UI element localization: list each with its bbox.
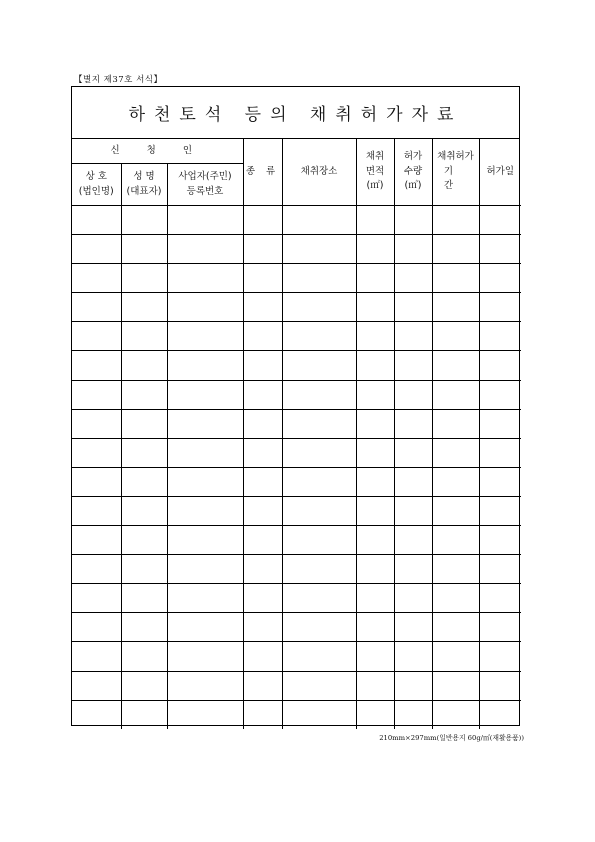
- applicant-group-header: 신 청 인: [72, 139, 243, 164]
- table-cell[interactable]: [72, 409, 121, 438]
- table-cell[interactable]: [394, 555, 432, 584]
- table-cell[interactable]: [121, 293, 167, 322]
- table-cell[interactable]: [432, 642, 479, 671]
- table-cell[interactable]: [282, 380, 356, 409]
- table-cell[interactable]: [356, 351, 394, 380]
- table-cell[interactable]: [243, 351, 282, 380]
- table-cell[interactable]: [282, 555, 356, 584]
- table-cell[interactable]: [432, 264, 479, 293]
- table-cell[interactable]: [167, 555, 243, 584]
- table-cell[interactable]: [394, 409, 432, 438]
- table-cell[interactable]: [479, 700, 521, 729]
- table-cell[interactable]: [394, 496, 432, 525]
- table-cell[interactable]: [167, 235, 243, 264]
- permit-form-sheet: [71, 86, 520, 726]
- table-cell[interactable]: [167, 526, 243, 555]
- table-row: [72, 351, 521, 380]
- table-cell[interactable]: [167, 700, 243, 729]
- table-cell[interactable]: [282, 206, 356, 235]
- table-cell[interactable]: [356, 264, 394, 293]
- table-cell[interactable]: [243, 409, 282, 438]
- table-row: [72, 700, 521, 729]
- table-cell[interactable]: [167, 264, 243, 293]
- table-row: [72, 526, 521, 555]
- table-cell[interactable]: [282, 293, 356, 322]
- table-row: [72, 642, 521, 671]
- table-cell[interactable]: [394, 642, 432, 671]
- table-cell[interactable]: [167, 671, 243, 700]
- table-cell[interactable]: [243, 206, 282, 235]
- table-cell[interactable]: [121, 584, 167, 613]
- table-cell[interactable]: [356, 409, 394, 438]
- table-cell[interactable]: [479, 264, 521, 293]
- table-row: [72, 613, 521, 642]
- table-cell[interactable]: [394, 235, 432, 264]
- table-cell[interactable]: [479, 322, 521, 351]
- table-cell[interactable]: [432, 555, 479, 584]
- table-cell[interactable]: [356, 526, 394, 555]
- table-cell[interactable]: [479, 206, 521, 235]
- table-cell[interactable]: [72, 438, 121, 467]
- table-cell[interactable]: [282, 642, 356, 671]
- table-cell[interactable]: [72, 380, 121, 409]
- table-cell[interactable]: [167, 380, 243, 409]
- table-cell[interactable]: [282, 467, 356, 496]
- table-cell[interactable]: [167, 584, 243, 613]
- table-cell[interactable]: [282, 584, 356, 613]
- table-cell[interactable]: [356, 613, 394, 642]
- table-cell[interactable]: [243, 671, 282, 700]
- table-cell[interactable]: [479, 467, 521, 496]
- table-cell[interactable]: [243, 700, 282, 729]
- table-cell[interactable]: [479, 555, 521, 584]
- table-cell[interactable]: [167, 409, 243, 438]
- period-header: 채취허가 기 간: [432, 139, 479, 206]
- table-row: [72, 409, 521, 438]
- table-cell[interactable]: [356, 584, 394, 613]
- table-cell[interactable]: [72, 496, 121, 525]
- table-cell[interactable]: [121, 642, 167, 671]
- table-cell[interactable]: [72, 351, 121, 380]
- table-cell[interactable]: [432, 671, 479, 700]
- table-cell[interactable]: [432, 467, 479, 496]
- table-cell[interactable]: [121, 235, 167, 264]
- table-cell[interactable]: [282, 235, 356, 264]
- table-cell[interactable]: [394, 322, 432, 351]
- table-cell[interactable]: [356, 555, 394, 584]
- table-cell[interactable]: [394, 526, 432, 555]
- table-row: [72, 322, 521, 351]
- table-cell[interactable]: [394, 264, 432, 293]
- table-cell[interactable]: [356, 671, 394, 700]
- table-cell[interactable]: [432, 293, 479, 322]
- table-cell[interactable]: [356, 496, 394, 525]
- table-cell[interactable]: [121, 264, 167, 293]
- table-cell[interactable]: [394, 467, 432, 496]
- table-row: [72, 584, 521, 613]
- table-cell[interactable]: [243, 293, 282, 322]
- table-cell[interactable]: [394, 700, 432, 729]
- table-cell[interactable]: [72, 264, 121, 293]
- table-cell[interactable]: [282, 700, 356, 729]
- table-cell[interactable]: [394, 380, 432, 409]
- table-cell[interactable]: [356, 642, 394, 671]
- table-cell[interactable]: [72, 526, 121, 555]
- table-cell[interactable]: [432, 700, 479, 729]
- table-cell[interactable]: [479, 526, 521, 555]
- table-cell[interactable]: [243, 613, 282, 642]
- table-cell[interactable]: [243, 438, 282, 467]
- table-cell[interactable]: [72, 671, 121, 700]
- table-cell[interactable]: [121, 671, 167, 700]
- paper-spec-note: 210mm×297mm(일반용지 60g/㎡(재활용품)): [379, 734, 524, 742]
- permit-date-header: 허가일: [479, 139, 521, 206]
- table-cell[interactable]: [243, 467, 282, 496]
- table-row: [72, 555, 521, 584]
- table-row: [72, 438, 521, 467]
- table-cell[interactable]: [72, 206, 121, 235]
- table-cell[interactable]: [356, 293, 394, 322]
- table-row: [72, 235, 521, 264]
- table-cell[interactable]: [356, 235, 394, 264]
- table-cell[interactable]: [432, 496, 479, 525]
- table-cell[interactable]: [479, 613, 521, 642]
- table-cell[interactable]: [282, 438, 356, 467]
- table-cell[interactable]: [167, 496, 243, 525]
- table-cell[interactable]: [432, 584, 479, 613]
- table-cell[interactable]: [121, 700, 167, 729]
- table-row: [72, 206, 521, 235]
- table-cell[interactable]: [72, 467, 121, 496]
- page-title: 하천토석 등의 채취허가자료: [128, 105, 463, 125]
- table-row: [72, 496, 521, 525]
- table-cell[interactable]: [121, 380, 167, 409]
- table-cell[interactable]: [121, 526, 167, 555]
- company-header: 상 호 (법인명): [72, 164, 121, 206]
- table-cell[interactable]: [356, 206, 394, 235]
- table-row: [72, 467, 521, 496]
- table-cell[interactable]: [121, 322, 167, 351]
- table-cell[interactable]: [432, 380, 479, 409]
- table-cell[interactable]: [72, 235, 121, 264]
- table-cell[interactable]: [394, 206, 432, 235]
- table-cell[interactable]: [167, 642, 243, 671]
- table-cell[interactable]: [121, 613, 167, 642]
- table-cell[interactable]: [243, 526, 282, 555]
- table-cell[interactable]: [432, 206, 479, 235]
- kind-header: 종 류: [243, 139, 282, 206]
- table-cell[interactable]: [282, 351, 356, 380]
- table-cell[interactable]: [394, 351, 432, 380]
- table-cell[interactable]: [121, 409, 167, 438]
- form-number-label: 【별지 제37호 서식】: [74, 75, 163, 85]
- table-cell[interactable]: [356, 467, 394, 496]
- table-cell[interactable]: [432, 613, 479, 642]
- table-cell[interactable]: [243, 235, 282, 264]
- table-cell[interactable]: [121, 351, 167, 380]
- table-cell[interactable]: [432, 235, 479, 264]
- table-cell[interactable]: [479, 438, 521, 467]
- table-cell[interactable]: [479, 380, 521, 409]
- table-row: [72, 264, 521, 293]
- table-cell[interactable]: [479, 409, 521, 438]
- table-cell[interactable]: [432, 351, 479, 380]
- table-cell[interactable]: [394, 613, 432, 642]
- quantity-header: 허가 수량 (㎥): [394, 139, 432, 206]
- table-cell[interactable]: [243, 555, 282, 584]
- table-cell[interactable]: [72, 322, 121, 351]
- table-cell[interactable]: [394, 438, 432, 467]
- table-cell[interactable]: [121, 438, 167, 467]
- permit-data-table: [72, 139, 521, 729]
- table-cell[interactable]: [72, 642, 121, 671]
- table-cell[interactable]: [243, 584, 282, 613]
- table-cell[interactable]: [167, 322, 243, 351]
- table-cell[interactable]: [167, 438, 243, 467]
- table-cell[interactable]: [167, 351, 243, 380]
- table-cell[interactable]: [479, 496, 521, 525]
- table-row: [72, 293, 521, 322]
- table-cell[interactable]: [356, 438, 394, 467]
- table-cell[interactable]: [432, 409, 479, 438]
- table-cell[interactable]: [72, 293, 121, 322]
- table-cell[interactable]: [479, 671, 521, 700]
- registration-number-header: 사업자(주민) 등록번호: [167, 164, 243, 206]
- table-cell[interactable]: [479, 235, 521, 264]
- table-cell[interactable]: [432, 438, 479, 467]
- table-cell[interactable]: [167, 293, 243, 322]
- table-cell[interactable]: [121, 496, 167, 525]
- table-cell[interactable]: [282, 264, 356, 293]
- location-header: 채취장소: [282, 139, 356, 206]
- table-cell[interactable]: [243, 496, 282, 525]
- table-cell[interactable]: [479, 584, 521, 613]
- table-cell[interactable]: [394, 584, 432, 613]
- table-cell[interactable]: [394, 671, 432, 700]
- table-cell[interactable]: [121, 206, 167, 235]
- table-cell[interactable]: [72, 584, 121, 613]
- table-cell[interactable]: [72, 613, 121, 642]
- table-cell[interactable]: [282, 613, 356, 642]
- table-cell[interactable]: [243, 264, 282, 293]
- table-cell[interactable]: [282, 671, 356, 700]
- name-header: 성 명 (대표자): [121, 164, 167, 206]
- table-cell[interactable]: [432, 322, 479, 351]
- table-cell[interactable]: [282, 409, 356, 438]
- table-cell[interactable]: [479, 351, 521, 380]
- table-cell[interactable]: [432, 526, 479, 555]
- table-body: [72, 206, 521, 729]
- table-cell[interactable]: [72, 700, 121, 729]
- table-cell[interactable]: [243, 322, 282, 351]
- table-cell[interactable]: [121, 555, 167, 584]
- table-cell[interactable]: [356, 322, 394, 351]
- table-cell[interactable]: [243, 380, 282, 409]
- table-cell[interactable]: [167, 467, 243, 496]
- title-box: [72, 87, 519, 139]
- table-cell[interactable]: [479, 642, 521, 671]
- table-cell[interactable]: [167, 206, 243, 235]
- table-cell[interactable]: [243, 642, 282, 671]
- table-cell[interactable]: [479, 293, 521, 322]
- table-cell[interactable]: [394, 293, 432, 322]
- table-cell[interactable]: [72, 555, 121, 584]
- table-cell[interactable]: [282, 322, 356, 351]
- table-cell[interactable]: [282, 526, 356, 555]
- table-row: [72, 671, 521, 700]
- table-cell[interactable]: [121, 467, 167, 496]
- table-cell[interactable]: [167, 613, 243, 642]
- table-cell[interactable]: [356, 700, 394, 729]
- table-cell[interactable]: [282, 496, 356, 525]
- table-row: [72, 380, 521, 409]
- table-cell[interactable]: [356, 380, 394, 409]
- area-header: 채취 면적 (㎡): [356, 139, 394, 206]
